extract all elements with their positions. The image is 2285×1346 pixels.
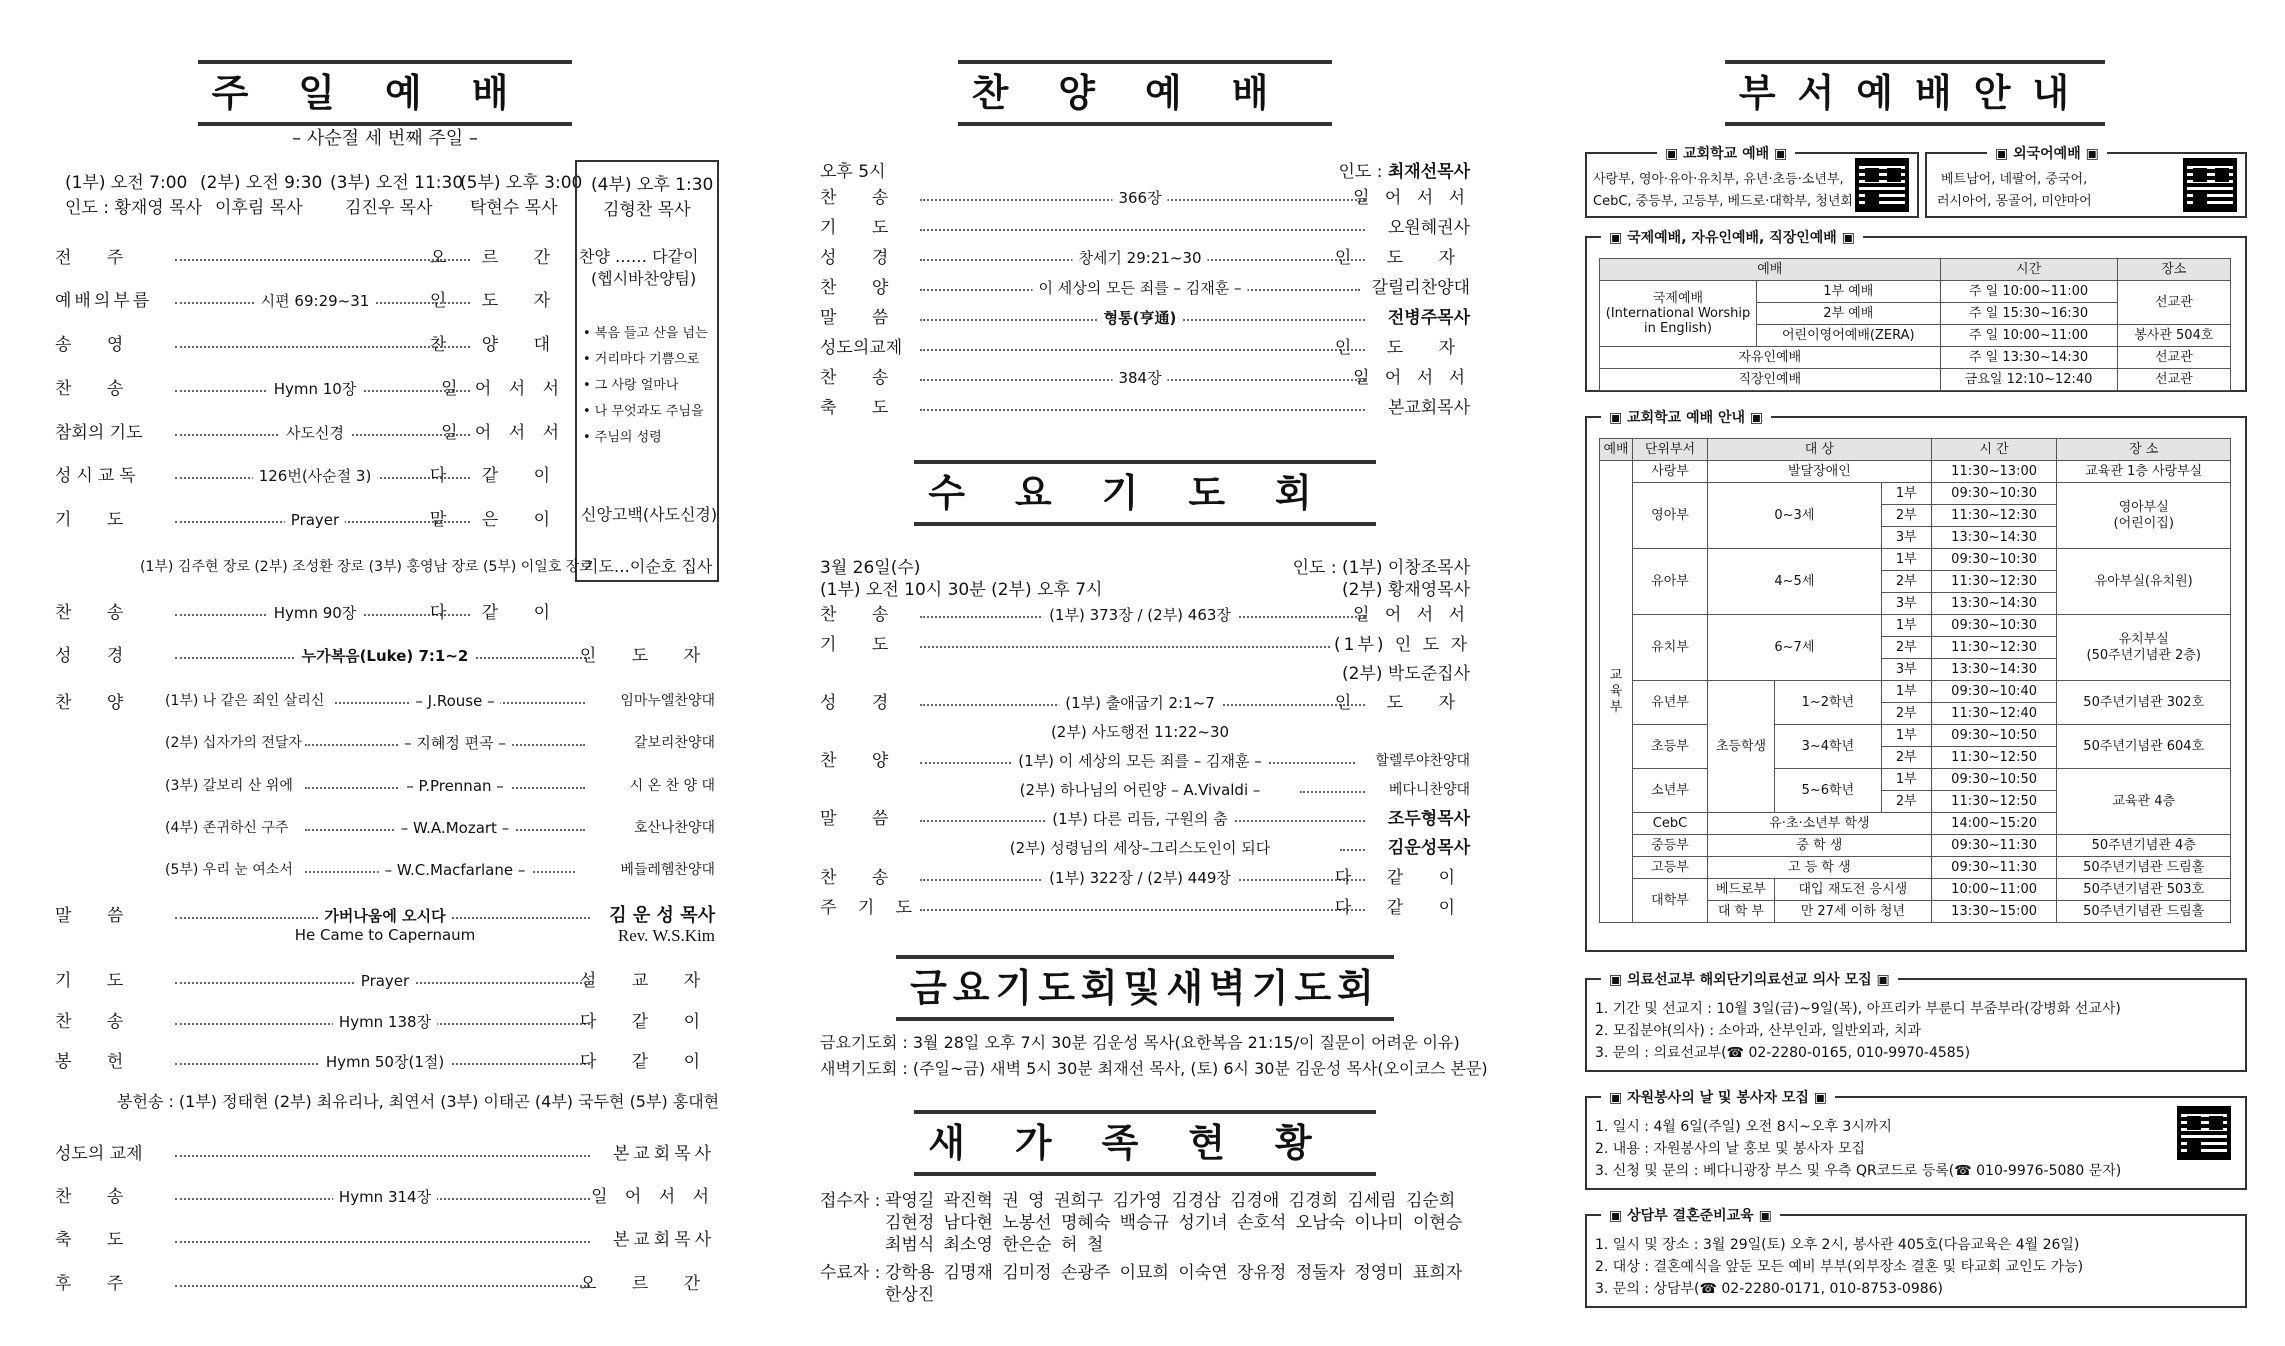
order-row: 축 도 본교회목사 (55, 1230, 715, 1250)
fam-label: 접수자 : (820, 1191, 881, 1211)
order-row: 찬 송 (1부) 373장 / (2부) 463장 일 어 서 서 (820, 602, 1470, 628)
fam-label: 수료자 : (820, 1263, 881, 1283)
box4-song: • 나 무엇과도 주님을 (583, 404, 704, 419)
service-time-5: (5부) 오후 3:00 (460, 173, 583, 193)
department-worship-column (1585, 0, 2245, 1346)
order-row: 후 주 오 르 간 (55, 1274, 715, 1294)
foreign-text: 러시아어, 몽골어, 미얀마어 (1937, 194, 2092, 209)
fam-names: 곽영길 곽진혁 권 영 권희구 김가영 김경삼 김경애 김경희 김세림 김순희 (885, 1191, 1456, 1211)
friday-info: 금요기도회 : 3월 28일 오후 7시 30분 김운성 목사(요한복음 21:15/이 질문이 어려운 이유) (820, 1033, 1460, 1052)
intl-worship-table: 예배 시간 장소 국제예배 (International Worship in English) 1부 예배 주 일 10:00~11:00 선교관 2부 예배 주 일 15:30~16:30 어린이영어예배(ZERA) 주 일 10:00~11:00 봉사관 504호 자유인예배 주 일 13:30~14:30 선교관 직장인예배 금요일 12:10~12:40 선교관 (1599, 258, 2231, 391)
service-leader-4: 김형찬 목사 (603, 200, 691, 220)
volunteer-box: ▣ 자원봉사의 날 및 봉사자 모집 ▣ 1. 일시 : 4월 6일(주일) 오전 8시~오후 3시까지 2. 내용 : 자원봉사의 날 홍보 및 봉사자 모집 3. 신청 및 문의 : 베다니광장 부스 및 우측 QR코드로 등록(☎ 010-9976-5080 문자) (1585, 1096, 2247, 1190)
order-row: 찬 송 Hymn 138장 다 같 이 (55, 1009, 715, 1035)
service-time-4: (4부) 오후 1:30 (591, 175, 714, 195)
order-row: 기 도 Prayer 설 교 자 (55, 968, 715, 994)
foreign-text: 베트남어, 네팔어, 중국어, (1941, 172, 2088, 187)
praise-leader: 인도 : 최재선목사 (1338, 162, 1470, 182)
box4-song: • 그 사랑 얼마나 (583, 378, 679, 393)
new-family-title: 새가족현황 (820, 1110, 1470, 1176)
offering-singers: 봉헌송 : (1부) 정태현 (2부) 최유리나, 최연서 (3부) 이태곤 (4부) 국두현 (5부) 홍대현 (117, 1092, 720, 1111)
anthem-row: (5부) 우리 눈 여소서 – W.C.Macfarlane – 베들레헴찬양대 (165, 857, 715, 883)
notice-line: 3. 문의 : 의료선교부(☎ 02-2280-0165, 010-9970-4585) (1595, 1045, 1971, 1061)
order-row: 성 경 (1부) 출애굽기 2:1~7 인 도 자 (820, 690, 1470, 716)
sunday-worship-title: 주일예배 (195, 60, 575, 126)
box4-prayer: 기도…이순호 집사 (583, 557, 713, 576)
school-box: ▣ 교회학교 예배 ▣ 사랑부, 영아·유아·유치부, 유년·초등·소년부, CebC, 중등부, 고등부, 베드로·대학부, 청년회 (1585, 152, 1919, 218)
wed-leader-2: (2부) 황재영목사 (1341, 580, 1470, 600)
fam-names: 최범식 최소영 한은순 허 철 (885, 1235, 1104, 1255)
order-row: 찬 송 Hymn 10장 일 어 서 서 (55, 376, 565, 402)
foreign-box: ▣ 외국어예배 ▣ 베트남어, 네팔어, 중국어, 러시아어, 몽골어, 미얀마어 (1925, 152, 2247, 218)
edu-worship-table: 예배 단위부서 대 상 시 간 장 소 교 육 부 사랑부 발달장애인 11:30~13:00 교육관 1층 사랑부실 영아부 0~3세 1부 09:30~10:30 영아부실 (어린이집) 2부 11:30~12:30 3부 13:30~14:30 유아부 4~5세 1부 09:30~10:30 유아부실(유치원) 2부 11:30~12:30 3부 13:30~14:30 유치부 6~7세 1부 09:30~10:30 유치부실 (50주년기념관 2층) 2부 11:30~12:30 3부 13:30~14:30 유년부 초등학생 1~2학년 1부 09:30~10:40 50주년기념관 302호 2부 11:30~12:40 초등부 3~4학년 1부 09:30~10:50 50주년기념관 604호 2부 11:30~12:50 소년부 5~6학년 1부 09:30~10:50 교육관 4층 2부 11:30~12:50 CebC 유·초·소년부 학생 14:00~15:20 중등부 중 학 생 09:30~11:30 50주년기념관 4층 고등부 고 등 학 생 09:30~11:30 50주년기념관 드림홀 대학부 베드로부 대입 재도전 응시생 10:00~11:00 50주년기념관 503호 대 학 부 만 27세 이하 청년 13:30~15:00 50주년기념관 드림홀 (1599, 438, 2231, 923)
praise-time: 오후 5시 (820, 162, 886, 182)
box4-song: • 주님의 성령 (583, 430, 662, 445)
order-row: 말 씀 형통(亨通) 전병주목사 (820, 305, 1470, 331)
box4-team: (헵시바찬양팀) (591, 269, 697, 288)
service-time-1: (1부) 오전 7:00 (65, 173, 188, 193)
notice-line: 2. 대상 : 결혼예식을 앞둔 모든 예비 부부(외부장소 결혼 및 타교회 교인도 가능) (1595, 1259, 2084, 1275)
school-text: CebC, 중등부, 고등부, 베드로·대학부, 청년회 (1593, 194, 1853, 209)
box4-praise: 찬양 …… 다같이 (579, 247, 699, 266)
order-row: (2부) 사도행전 11:22~30 (820, 719, 1470, 745)
dawn-info: 새벽기도회 : (주일~금) 새벽 5시 30분 최재선 목사, (토) 6시 30분 김운성 목사(오이코스 본문) (820, 1059, 1488, 1078)
qr-code-icon[interactable] (1855, 158, 1909, 212)
intl-worship-box: ▣ 국제예배, 자유인예배, 직장인예배 ▣ 예배 시간 장소 국제예배 (International Worship in English) 1부 예배 주 일 10:00~11:00 선교관 2부 예배 주 일 15:30~16:30 어린이영어예배(ZERA) 주 일 10:00~11:00 봉사관 504호 자유인예배 주 일 13:30~14:30 선교관 직장인예배 금요일 12:10~12:40 선교관 (1585, 236, 2247, 392)
service-leader-2: 이후림 목사 (215, 198, 303, 218)
notice-line: 3. 신청 및 문의 : 베다니광장 부스 및 우측 QR코드로 등록(☎ 010-9976-5080 문자) (1595, 1163, 2122, 1179)
notice-line: 2. 내용 : 자원봉사의 날 홍보 및 봉사자 모집 (1595, 1141, 1866, 1157)
department-worship-title: 부서예배안내 (1585, 60, 2245, 126)
order-row: (2부) 성령님의 세상–그리스도인이 되다 김운성목사 (820, 835, 1470, 861)
box4-song: • 복음 들고 산을 넘는 (583, 326, 708, 341)
order-row: 기 도 (1부) 인 도 자 (820, 635, 1470, 655)
service-leader-1: 인도 : 황재영 목사 (65, 198, 202, 218)
medical-mission-box: ▣ 의료선교부 해외단기의료선교 의사 모집 ▣ 1. 기간 및 선교지 : 10월 3일(금)~9일(목), 아프리카 부룬디 부줌부라(강병화 선교사) 2. 모집분야(의사) : 소아과, 산부인과, 일반외과, 치과 3. 문의 : 의료선교부(☎ 02-2280-0165, 010-9970-4585) (1585, 978, 2247, 1072)
order-row: 찬 송 Hymn 314장 일 어 서 서 (55, 1184, 715, 1210)
wed-leader-1: 인도 : (1부) 이창조목사 (1292, 558, 1470, 578)
service-time-2: (2부) 오전 9:30 (200, 173, 323, 193)
order-row: 기 도 Prayer 맡 은 이 (55, 507, 565, 533)
order-row: 성시교독 126번(사순절 3) 다 같 이 (55, 463, 565, 489)
order-row: 찬 송 366장 일 어 서 서 (820, 185, 1470, 211)
sunday-worship-column (55, 0, 720, 1346)
school-text: 사랑부, 영아·유아·유치부, 유년·초등·소년부, (1593, 172, 1844, 187)
anthem-row: (1부) 나 같은 죄인 살리신 – J.Rouse – 임마누엘찬양대 (165, 688, 715, 714)
prayer-elders: (1부) 김주현 장로 (2부) 조성환 장로 (3부) 홍영남 장로 (5부) 이일호 장로 (140, 559, 593, 575)
service-time-3: (3부) 오전 11:30 (330, 173, 464, 193)
fam-names: 강학용 김명재 김미정 손광주 이묘희 이숙연 장유정 정둘자 정영미 표희자 (885, 1263, 1463, 1283)
notice-line: 3. 문의 : 상담부(☎ 02-2280-0171, 010-8753-0986) (1595, 1281, 1944, 1297)
order-row: 성도의 교제 본교회목사 (55, 1144, 715, 1164)
order-row: 찬 송 384장 일 어 서 서 (820, 365, 1470, 391)
sermon-row: 말 씀 가버나움에 오시다 김 운 성 목사 (55, 903, 715, 929)
order-row: 송 영 찬 양 대 (55, 335, 565, 355)
order-row: 찬 송 Hymn 90장 다 같 이 (55, 600, 565, 626)
service-leader-5: 탁현수 목사 (470, 198, 558, 218)
order-row: 말 씀 (1부) 다른 리듬, 구원의 춤 조두형목사 (820, 806, 1470, 832)
wednesday-prayer-title: 수요기도회 (820, 460, 1470, 526)
order-row: (2부) 박도준집사 (1341, 664, 1470, 684)
anthem-label: 찬 양 (55, 693, 139, 713)
fam-names: 김현정 남다현 노봉선 명혜숙 백승규 성기녀 손호석 오남숙 이나미 이현승 (885, 1213, 1463, 1233)
order-row: 축 도 본교회목사 (820, 398, 1470, 418)
fam-names: 한상진 (885, 1285, 935, 1305)
order-row: 주 기 도 다 같 이 (820, 898, 1470, 918)
order-row: 성 경 누가복음(Luke) 7:1~2 인 도 자 (55, 643, 715, 669)
preacher-en: Rev. W.S.Kim (617, 926, 715, 945)
anthem-row: (2부) 십자가의 전달자 – 지혜정 편곡 – 갈보리찬양대 (165, 730, 715, 756)
notice-line: 1. 기간 및 선교지 : 10월 3일(금)~9일(목), 아프리카 부룬디 부줌부라(강병화 선교사) (1595, 1001, 2121, 1017)
edu-worship-box: ▣ 교회학교 예배 안내 ▣ 예배 단위부서 대 상 시 간 장 소 교 육 부 사랑부 발달장애인 11:30~13:00 교육관 1층 사랑부실 영아부 0~3세 1부 09:30~10:30 영아부실 (어린이집) 2부 11:30~12:30 3부 13:30~14:30 유아부 4~5세 1부 09:30~10:30 유아부실(유치원) 2부 11:30~12:30 3부 13:30~14:30 유치부 6~7세 1부 09:30~10:30 유치부실 (50주년기념관 2층) 2부 11:30~12:30 3부 13:30~14:30 유년부 초등학생 1~2학년 1부 09:30~10:40 50주년기념관 302호 2부 11:30~12:40 초등부 3~4학년 1부 09:30~10:50 50주년기념관 604호 2부 11:30~12:50 소년부 5~6학년 1부 09:30~10:50 교육관 4층 2부 11:30~12:50 CebC 유·초·소년부 학생 14:00~15:20 중등부 중 학 생 09:30~11:30 50주년기념관 4층 고등부 고 등 학 생 09:30~11:30 50주년기념관 드림홀 대학부 베드로부 대입 재도전 응시생 10:00~11:00 50주년기념관 503호 대 학 부 만 27세 이하 청년 13:30~15:00 50주년기념관 드림홀 (1585, 416, 2247, 952)
counseling-box: ▣ 상담부 결혼준비교육 ▣ 1. 일시 및 장소 : 3월 29일(토) 오후 2시, 봉사관 405호(다음교육은 4월 26일) 2. 대상 : 결혼예식을 앞둔 모든 예비 부부(외부장소 결혼 및 타교회 교인도 가능) 3. 문의 : 상담부(☎ 02-2280-0171, 010-8753-0986) (1585, 1214, 2247, 1308)
order-row: 예배의부름 시편 69:29~31 인 도 자 (55, 288, 565, 314)
service-leader-3: 김진우 목사 (345, 198, 433, 218)
praise-worship-column (820, 0, 1488, 1346)
order-row: (2부) 하나님의 어린양 – A.Vivaldi – 베다니찬양대 (820, 777, 1470, 803)
fourth-service-box (575, 160, 719, 582)
box4-song: • 거리마다 기쁨으로 (583, 352, 700, 367)
wed-time: (1부) 오전 10시 30분 (2부) 오후 7시 (820, 580, 1103, 600)
notice-line: 1. 일시 : 4월 6일(주일) 오전 8시~오후 3시까지 (1595, 1119, 1892, 1135)
notice-line: 2. 모집분야(의사) : 소아과, 산부인과, 일반외과, 치과 (1595, 1023, 1922, 1039)
order-row: 참회의 기도 사도신경 일 어 서 서 (55, 420, 565, 446)
order-row: 찬 양 (1부) 이 세상의 모든 죄를 – 김재훈 – 할렐루야찬양대 (820, 748, 1470, 774)
anthem-row: (4부) 존귀하신 구주 – W.A.Mozart – 호산나찬양대 (165, 815, 715, 841)
sermon-title-en: He Came to Capernaum (294, 926, 476, 944)
order-row: 성 경 창세기 29:21~30 인 도 자 (820, 245, 1470, 271)
qr-code-icon[interactable] (2177, 1106, 2231, 1160)
qr-code-icon[interactable] (2183, 158, 2237, 212)
notice-line: 1. 일시 및 장소 : 3월 29일(토) 오후 2시, 봉사관 405호(다음교육은 4월 26일) (1595, 1237, 2080, 1253)
friday-prayer-title: 금요기도회및새벽기도회 (820, 955, 1470, 1021)
order-row: 찬 송 (1부) 322장 / (2부) 449장 다 같 이 (820, 865, 1470, 891)
anthem-row: (3부) 갈보리 산 위에 – P.Prennan – 시 온 찬 양 대 (165, 773, 715, 799)
order-row: 봉 헌 Hymn 50장(1절) 다 같 이 (55, 1049, 715, 1075)
order-row: 전 주 오 르 간 (55, 248, 565, 268)
wed-date: 3월 26일(수) (820, 558, 921, 578)
box4-creed: 신앙고백(사도신경) (581, 505, 718, 524)
praise-worship-title: 찬양예배 (820, 60, 1470, 126)
order-row: 찬 양 이 세상의 모든 죄를 – 김재훈 – 갈릴리찬양대 (820, 275, 1470, 301)
order-row: 성도의교제 인 도 자 (820, 338, 1470, 358)
sunday-subtitle: – 사순절 세 번째 주일 – (292, 128, 478, 149)
order-row: 기 도 오원혜권사 (820, 218, 1470, 238)
